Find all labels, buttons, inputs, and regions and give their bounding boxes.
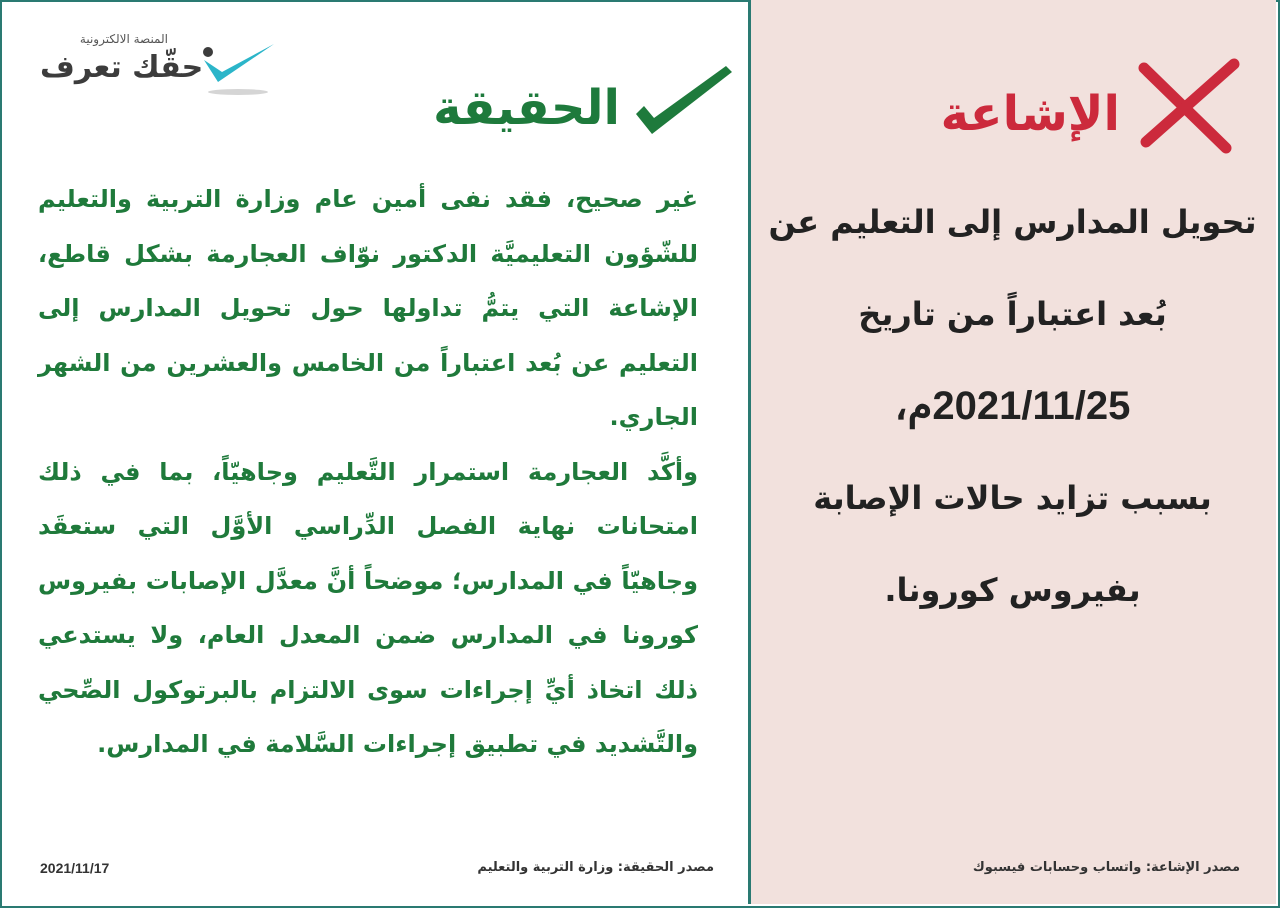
check-icon	[630, 60, 736, 140]
rumor-line-1: تحويل المدارس إلى التعليم عن	[768, 203, 1257, 241]
truth-source: مصدر الحقيقة: وزارة التربية والتعليم	[477, 860, 714, 875]
logo-subtitle: المنصة الالكترونية	[79, 32, 168, 46]
truth-body	[38, 172, 698, 772]
truth-heading: الحقيقة	[433, 80, 620, 136]
panel-divider	[748, 0, 751, 904]
rumor-line-3: 2021/11/25م،	[894, 384, 1131, 428]
rumor-line-4: بسبب تزايد حالات الإصابة	[813, 479, 1212, 517]
rumor-heading: الإشاعة	[940, 86, 1120, 142]
rumor-line-5: بفيروس كورونا.	[884, 571, 1141, 609]
truth-paragraph-2: وأكَّد العجارمة استمرار التَّعليم وجاهيّاً، بما في ذلك امتحانات نهاية الفصل الدِّراسي الأوَّل التي ستعقَد وجاهيّاً في المدارس؛ موضحاً أنَّ معدَّل الإصابات بفيروس كورونا في المدارس ضمن المعدل العام، ولا يستدعي ذلك اتخاذ أيِّ إجراءات سوى الالتزام بالبرتوكول الصِّحي والتَّشديد في تطبيق إجراءات السَّلامة في المدارس.	[38, 457, 698, 758]
truth-paragraph-1: غير صحيح، فقد نفى أمين عام وزارة التربية والتعليم للشّؤون التعليميَّة الدكتور نوّاف العجارمة بشكل قاطع، الإشاعة التي يتمُّ تداولها حول تحويل المدارس إلى التعليم عن بُعد اعتباراً من الخامس والعشرين من الشهر الجاري.	[38, 185, 698, 431]
rumor-source: مصدر الإشاعة: واتساب وحسابات فيسبوك	[972, 860, 1240, 875]
checkmark-logo-icon	[198, 38, 278, 98]
logo-name: حقّك تعرف	[40, 50, 204, 85]
logo	[36, 30, 286, 100]
rumor-line-2: بُعد اعتباراً من تاريخ	[858, 295, 1167, 333]
truth-date: 2021/11/17	[40, 860, 110, 876]
x-icon	[1130, 58, 1242, 154]
rumor-body	[760, 176, 1265, 636]
